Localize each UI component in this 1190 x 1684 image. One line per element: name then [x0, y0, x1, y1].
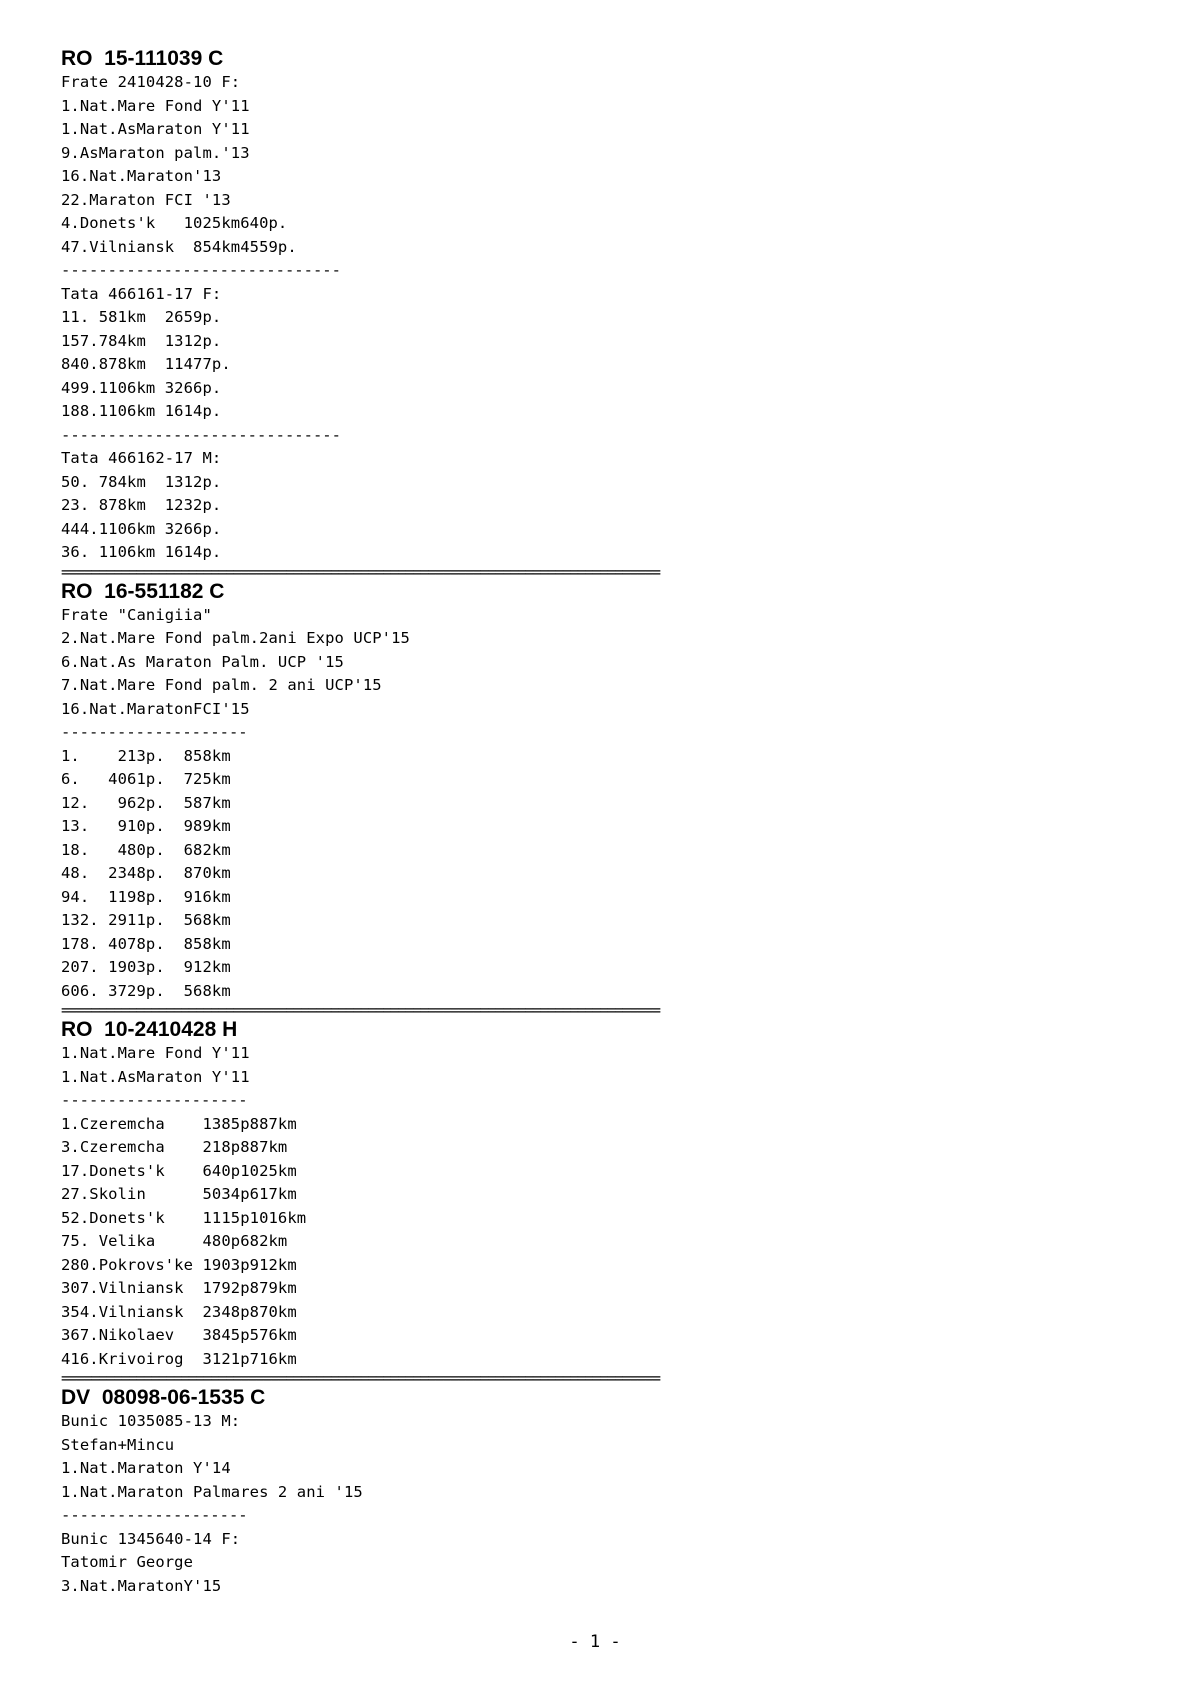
record-line: 1.Nat.Maraton Palmares 2 ani '15: [61, 1482, 363, 1501]
pedigree-section: [61, 46, 1121, 579]
section-title: RO 10-2410428 H: [61, 1018, 238, 1041]
pedigree-section: [61, 1017, 1121, 1385]
record-line: 48. 2348p. 870km: [61, 864, 231, 882]
record-line: 157.784km 1312p.: [61, 331, 222, 350]
dashed-divider: --------------------: [61, 723, 248, 741]
section-divider: ================================================================================: [61, 1371, 660, 1385]
section-divider: ================================================================================: [61, 1003, 660, 1017]
record-line: 16.Nat.MaratonFCI'15: [61, 699, 250, 718]
record-line: 416.Krivoirog 3121p716km: [61, 1349, 297, 1368]
record-line: 367.Nikolaev 3845p576km: [61, 1326, 297, 1344]
record-line: 606. 3729p. 568km: [61, 981, 231, 1000]
page-number: - 1 -: [569, 1632, 621, 1652]
pedigree-section: [61, 579, 1121, 1018]
record-line: 3.Nat.MaratonY'15: [61, 1576, 222, 1595]
record-line: 36. 1106km 1614p.: [61, 543, 222, 561]
dashed-divider: ------------------------------: [61, 261, 341, 279]
record-line: Stefan+Mincu: [61, 1435, 175, 1454]
record-line: 178. 4078p. 858km: [61, 934, 231, 953]
record-line: 1. 213p. 858km: [61, 746, 231, 765]
record-line: 11. 581km 2659p.: [61, 308, 222, 326]
record-line: 9.AsMaraton palm.'13: [61, 143, 250, 162]
record-line: Bunic 1035085-13 M:: [61, 1412, 241, 1430]
record-line: Tatomir George: [61, 1553, 194, 1571]
record-line: Tata 466162-17 M:: [61, 449, 222, 467]
record-line: 17.Donets'k 640p1025km: [61, 1161, 297, 1180]
record-line: 16.Nat.Maraton'13: [61, 167, 222, 185]
record-line: 52.Donets'k 1115p1016km: [61, 1208, 307, 1227]
record-line: 50. 784km 1312p.: [61, 472, 222, 491]
record-line: 499.1106km 3266p.: [61, 378, 222, 397]
record-line: 1.Nat.Mare Fond Y'11: [61, 96, 250, 115]
record-line: 1.Nat.AsMaraton Y'11: [61, 120, 250, 138]
record-line: 6.Nat.As Maraton Palm. UCP '15: [61, 652, 344, 671]
document-body: [61, 46, 1121, 1598]
record-line: 2.Nat.Mare Fond palm.2ani Expo UCP'15: [61, 629, 410, 647]
record-line: Frate 2410428-10 F:: [61, 73, 241, 91]
section-title: RO 15-111039 C: [61, 47, 224, 70]
record-line: 27.Skolin 5034p617km: [61, 1185, 297, 1203]
record-line: 444.1106km 3266p.: [61, 519, 222, 538]
record-line: 840.878km 11477p.: [61, 355, 231, 373]
record-line: 1.Nat.AsMaraton Y'11: [61, 1067, 250, 1086]
pedigree-section: [61, 1385, 1121, 1598]
record-line: Bunic 1345640-14 F:: [61, 1529, 241, 1548]
record-line: 1.Czeremcha 1385p887km: [61, 1114, 297, 1133]
record-line: Frate "Canigiia": [61, 605, 212, 624]
section-title: DV 08098-06-1535 C: [61, 1386, 266, 1409]
record-line: 94. 1198p. 916km: [61, 887, 231, 906]
section-divider: ================================================================================: [61, 564, 660, 579]
record-line: 280.Pokrovs'ke 1903p912km: [61, 1255, 297, 1274]
dashed-divider: --------------------: [61, 1506, 248, 1524]
record-line: 4.Donets'k 1025km640p.: [61, 214, 288, 232]
record-line: Tata 466161-17 F:: [61, 284, 222, 303]
record-line: 7.Nat.Mare Fond palm. 2 ani UCP'15: [61, 676, 382, 694]
record-line: 6. 4061p. 725km: [61, 770, 231, 788]
record-line: 1.Nat.Mare Fond Y'11: [61, 1044, 250, 1062]
record-line: 23. 878km 1232p.: [61, 496, 222, 514]
dashed-divider: ------------------------------: [61, 425, 341, 444]
section-title: RO 16-551182 C: [61, 579, 225, 603]
record-line: 307.Vilniansk 1792p879km: [61, 1279, 297, 1297]
record-line: 188.1106km 1614p.: [61, 402, 222, 420]
record-line: 47.Vilniansk 854km4559p.: [61, 237, 297, 256]
dashed-divider: --------------------: [61, 1091, 248, 1109]
record-line: 207. 1903p. 912km: [61, 958, 231, 976]
record-line: 354.Vilniansk 2348p870km: [61, 1302, 297, 1321]
record-line: 132. 2911p. 568km: [61, 911, 231, 929]
record-line: 18. 480p. 682km: [61, 840, 231, 859]
record-line: 1.Nat.Maraton Y'14: [61, 1459, 231, 1477]
record-line: 3.Czeremcha 218p887km: [61, 1138, 288, 1156]
record-line: 12. 962p. 587km: [61, 793, 231, 812]
record-line: 75. Velika 480p682km: [61, 1232, 288, 1250]
record-line: 22.Maraton FCI '13: [61, 190, 231, 209]
record-line: 13. 910p. 989km: [61, 817, 231, 835]
